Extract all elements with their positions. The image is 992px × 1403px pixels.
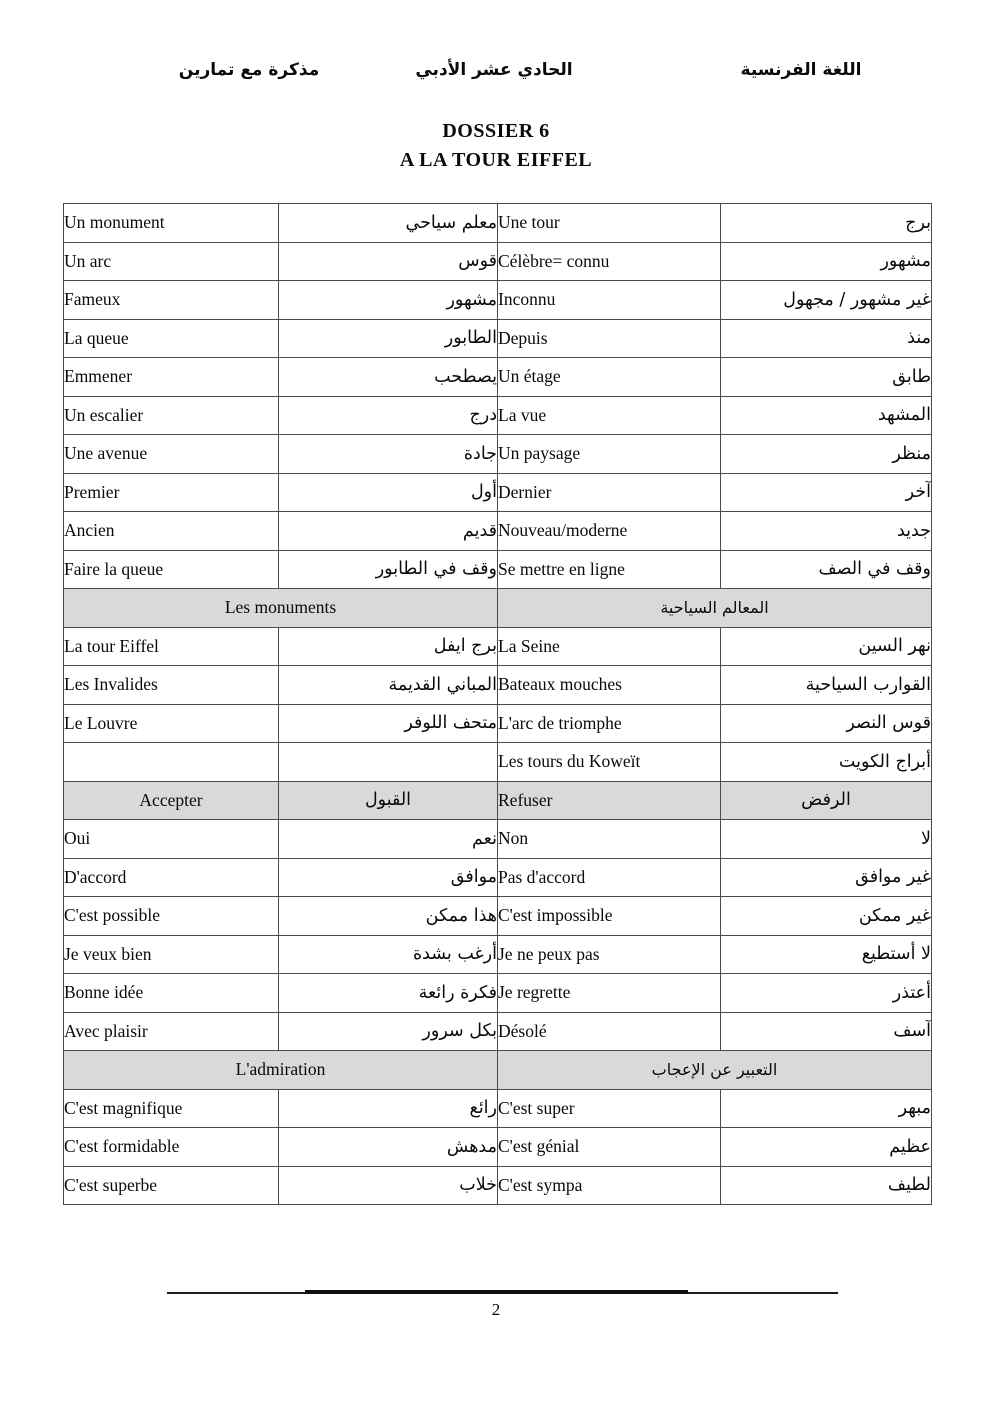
fr-term-cell: Dernier: [498, 473, 721, 512]
fr-term-cell: Avec plaisir: [64, 1012, 279, 1051]
fr-term-cell: La tour Eiffel: [64, 627, 279, 666]
ar-term-cell: وقف في الطابور: [279, 550, 498, 589]
page-number: 2: [491, 1300, 501, 1319]
fr-term-cell: La vue: [498, 396, 721, 435]
page-title-line1: DOSSIER 6: [442, 120, 550, 142]
ar-term-cell: جديد: [721, 512, 932, 551]
page-title-line2: A LA TOUR EIFFEL: [399, 149, 593, 171]
ar-term-cell: مشهور: [279, 281, 498, 320]
fr-term-cell: Je regrette: [498, 974, 721, 1013]
page-title: [0, 117, 992, 175]
ar-term-cell: آسف: [721, 1012, 932, 1051]
ar-term-cell: أعتذر: [721, 974, 932, 1013]
category-header-cell-ar: الرفض: [721, 781, 932, 820]
ar-term-cell: منظر: [721, 435, 932, 474]
ar-term-cell: منذ: [721, 319, 932, 358]
section-header-cell-fr: L'admiration: [64, 1051, 498, 1090]
ar-term-cell: جادة: [279, 435, 498, 474]
vocab-row: [64, 743, 932, 782]
fr-term-cell: Un arc: [64, 242, 279, 281]
fr-term-cell: C'est sympa: [498, 1166, 721, 1205]
ar-term-cell: غير مشهور / مجهول: [721, 281, 932, 320]
fr-term-cell: Pas d'accord: [498, 858, 721, 897]
vocab-row: [64, 319, 932, 358]
ar-term-cell: لا: [721, 820, 932, 859]
ar-term-cell: متحف اللوفر: [279, 704, 498, 743]
ar-term-cell: برج ايفل: [279, 627, 498, 666]
ar-term-cell: القوارب السياحية: [721, 666, 932, 705]
section-header-cell-ar: التعبير عن الإعجاب: [498, 1051, 932, 1090]
vocab-row: [64, 473, 932, 512]
footer-rule-thick: [305, 1290, 688, 1294]
ar-term-cell: فكرة رائعة: [279, 974, 498, 1013]
ar-term-cell: نهر السين: [721, 627, 932, 666]
fr-term-cell: C'est impossible: [498, 897, 721, 936]
fr-term-cell: Fameux: [64, 281, 279, 320]
vocab-row: [64, 897, 932, 936]
ar-term-cell: وقف في الصف: [721, 550, 932, 589]
fr-term-cell: Je ne peux pas: [498, 935, 721, 974]
fr-term-cell: C'est super: [498, 1089, 721, 1128]
fr-term-cell: Oui: [64, 820, 279, 859]
vocab-row: [64, 666, 932, 705]
header-subject-right: اللغة الفرنسية: [740, 60, 862, 80]
vocab-row: [64, 935, 932, 974]
ar-term-cell: غير موافق: [721, 858, 932, 897]
vocab-row: [64, 820, 932, 859]
ar-term-cell: عظيم: [721, 1128, 932, 1167]
header-note-left: مذكرة مع تمارين: [178, 60, 320, 80]
fr-term-cell: Un paysage: [498, 435, 721, 474]
fr-term-cell: [64, 743, 279, 782]
fr-term-cell: Une tour: [498, 204, 721, 243]
vocab-row: [64, 204, 932, 243]
vocab-row: [64, 396, 932, 435]
fr-term-cell: C'est magnifique: [64, 1089, 279, 1128]
ar-term-cell: المشهد: [721, 396, 932, 435]
section-header-row: [64, 1051, 932, 1090]
fr-term-cell: Bateaux mouches: [498, 666, 721, 705]
vocab-row: [64, 704, 932, 743]
category-header-cell-fr: Accepter: [64, 781, 279, 820]
ar-term-cell: طابق: [721, 358, 932, 397]
vocab-row: [64, 1089, 932, 1128]
ar-term-cell: موافق: [279, 858, 498, 897]
fr-term-cell: La Seine: [498, 627, 721, 666]
section-header-row: [64, 589, 932, 628]
fr-term-cell: C'est formidable: [64, 1128, 279, 1167]
vocab-row: [64, 1166, 932, 1205]
ar-term-cell: معلم سياحي: [279, 204, 498, 243]
fr-term-cell: Depuis: [498, 319, 721, 358]
fr-term-cell: Se mettre en ligne: [498, 550, 721, 589]
ar-term-cell: لطيف: [721, 1166, 932, 1205]
vocab-row: [64, 974, 932, 1013]
fr-term-cell: C'est superbe: [64, 1166, 279, 1205]
ar-term-cell: أرغب بشدة: [279, 935, 498, 974]
fr-term-cell: Le Louvre: [64, 704, 279, 743]
ar-term-cell: أبراج الكويت: [721, 743, 932, 782]
ar-term-cell: بكل سرور: [279, 1012, 498, 1051]
fr-term-cell: Emmener: [64, 358, 279, 397]
ar-term-cell: درج: [279, 396, 498, 435]
fr-term-cell: Inconnu: [498, 281, 721, 320]
ar-term-cell: قديم: [279, 512, 498, 551]
fr-term-cell: Les tours du Koweït: [498, 743, 721, 782]
ar-term-cell: يصطحب: [279, 358, 498, 397]
fr-term-cell: La queue: [64, 319, 279, 358]
running-header: [0, 60, 992, 90]
fr-term-cell: C'est génial: [498, 1128, 721, 1167]
fr-term-cell: D'accord: [64, 858, 279, 897]
fr-term-cell: Ancien: [64, 512, 279, 551]
ar-term-cell: هذا ممكن: [279, 897, 498, 936]
vocab-table: [63, 203, 932, 1205]
vocab-row: [64, 512, 932, 551]
vocab-table-body: [64, 204, 932, 1205]
ar-term-cell: مبهر: [721, 1089, 932, 1128]
fr-term-cell: Désolé: [498, 1012, 721, 1051]
section-header-cell-fr: Les monuments: [64, 589, 498, 628]
fr-term-cell: Faire la queue: [64, 550, 279, 589]
ar-term-cell: نعم: [279, 820, 498, 859]
fr-term-cell: L'arc de triomphe: [498, 704, 721, 743]
ar-term-cell: غير ممكن: [721, 897, 932, 936]
fr-term-cell: Les Invalides: [64, 666, 279, 705]
ar-term-cell: خلاب: [279, 1166, 498, 1205]
ar-term-cell: مشهور: [721, 242, 932, 281]
fr-term-cell: Premier: [64, 473, 279, 512]
vocab-row: [64, 242, 932, 281]
ar-term-cell: مدهش: [279, 1128, 498, 1167]
fr-term-cell: Célèbre= connu: [498, 242, 721, 281]
fr-term-cell: Je veux bien: [64, 935, 279, 974]
ar-term-cell: برج: [721, 204, 932, 243]
fr-term-cell: Un étage: [498, 358, 721, 397]
ar-term-cell: الطابور: [279, 319, 498, 358]
vocab-row: [64, 1128, 932, 1167]
ar-term-cell: أول: [279, 473, 498, 512]
fr-term-cell: Non: [498, 820, 721, 859]
category-header-row: [64, 781, 932, 820]
category-header-cell-fr: Refuser: [498, 781, 721, 820]
vocab-row: [64, 1012, 932, 1051]
ar-term-cell: لا أستطيع: [721, 935, 932, 974]
vocab-row: [64, 281, 932, 320]
fr-term-cell: Nouveau/moderne: [498, 512, 721, 551]
ar-term-cell: [279, 743, 498, 782]
fr-term-cell: Un monument: [64, 204, 279, 243]
fr-term-cell: Une avenue: [64, 435, 279, 474]
ar-term-cell: قوس: [279, 242, 498, 281]
ar-term-cell: رائع: [279, 1089, 498, 1128]
fr-term-cell: Un escalier: [64, 396, 279, 435]
vocab-row: [64, 358, 932, 397]
header-grade-center: الحادي عشر الأدبي: [415, 60, 573, 80]
category-header-cell-ar: القبول: [279, 781, 498, 820]
section-header-cell-ar: المعالم السياحية: [498, 589, 932, 628]
vocab-row: [64, 627, 932, 666]
fr-term-cell: Bonne idée: [64, 974, 279, 1013]
fr-term-cell: C'est possible: [64, 897, 279, 936]
ar-term-cell: المباني القديمة: [279, 666, 498, 705]
vocab-row: [64, 435, 932, 474]
vocab-row: [64, 858, 932, 897]
ar-term-cell: آخر: [721, 473, 932, 512]
vocab-row: [64, 550, 932, 589]
ar-term-cell: قوس النصر: [721, 704, 932, 743]
